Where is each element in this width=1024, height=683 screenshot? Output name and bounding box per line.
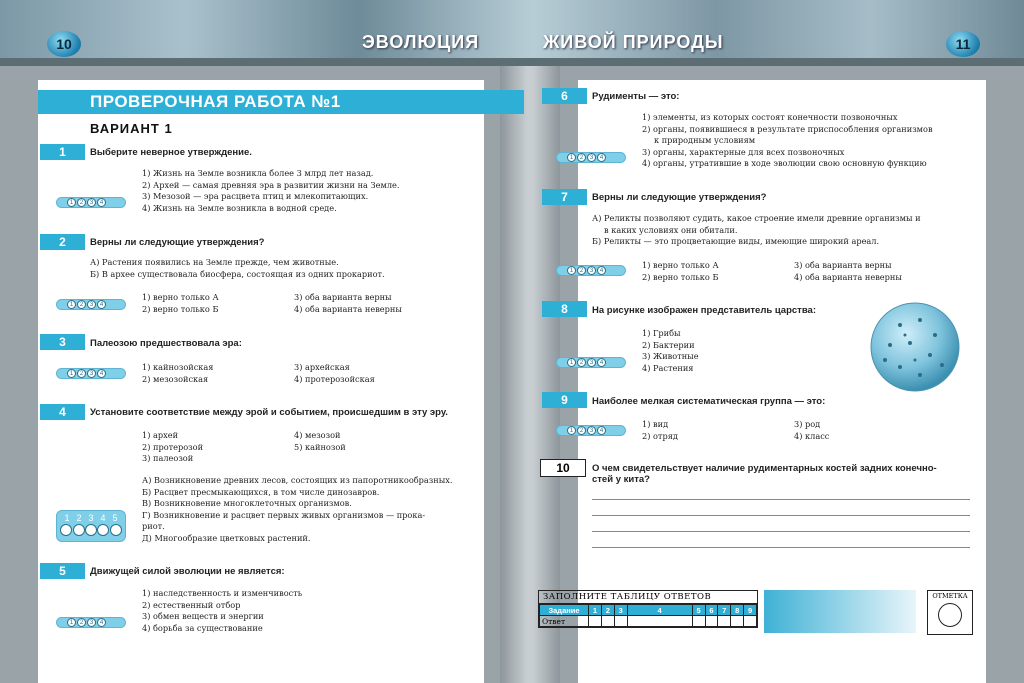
choice-circle[interactable]: 4 [97, 300, 106, 309]
page-number-left: 10 [47, 31, 81, 57]
answer-options [142, 588, 302, 634]
era-item: 3) палеозой [142, 453, 194, 463]
choice-circle[interactable]: 1 [67, 618, 76, 627]
question-number: 1 [40, 144, 85, 160]
answer-line[interactable] [592, 499, 970, 500]
answer-options [142, 168, 399, 214]
table-header: 4 [627, 605, 692, 616]
choice-circle[interactable]: 2 [77, 369, 86, 378]
choice-circle[interactable]: 4 [597, 153, 606, 162]
answer-options [294, 362, 375, 385]
choice-circle[interactable]: 2 [577, 266, 586, 275]
question-text-line: О чем свидетельствует наличие рудиментарных костей задних конечно- [592, 463, 937, 474]
era-item: 2) протерозой [142, 441, 204, 452]
grade-circle[interactable] [938, 603, 962, 627]
events-list [142, 475, 452, 544]
table-header: 1 [589, 605, 602, 616]
header-title-right: ЖИВОЙ ПРИРОДЫ [543, 32, 724, 52]
event-item: В) Возникновение многоклеточных организмов. [142, 498, 352, 508]
test-title: ПРОВЕРОЧНАЯ РАБОТА №1 [38, 90, 524, 114]
table-header: 9 [744, 605, 757, 616]
option: 2) естественный отбор [142, 599, 241, 610]
statements [90, 257, 385, 280]
option: 4) класс [794, 430, 830, 441]
statement: Б) Реликты — это процветающие виды, имеющие широкий ареал. [592, 236, 880, 246]
choice-circle[interactable]: 1 [67, 198, 76, 207]
variant-label: ВАРИАНТ 1 [90, 121, 173, 136]
choice-circle[interactable]: 1 [67, 300, 76, 309]
matching-answer-box[interactable] [56, 510, 126, 542]
choice-circle[interactable]: 2 [77, 300, 86, 309]
left-page [38, 80, 484, 683]
question-number: 4 [40, 404, 85, 420]
choice-circle[interactable]: 1 [567, 153, 576, 162]
question-text: Рудименты — это: [592, 91, 680, 102]
answer-cell[interactable] [589, 616, 602, 627]
answer-circle[interactable] [85, 524, 97, 536]
option: 3) Мезозой — эра расцвета птиц и млекопитающих. [142, 191, 369, 201]
table-header: 7 [718, 605, 731, 616]
option: 3) оба варианта верны [294, 292, 392, 302]
answer-selector[interactable] [556, 265, 626, 276]
box-digit: 2 [76, 513, 82, 523]
option: 2) органы, появившиеся в результате приспособления организмов [642, 123, 933, 134]
statement: А) Растения появились на Земле прежде, чем животные. [90, 257, 339, 267]
option: 1) Грибы [642, 328, 681, 338]
option: 4) протерозойская [294, 373, 375, 384]
option: 2) Архей — самая древняя эра в развитии жизни на Земле. [142, 179, 400, 190]
table-header: 3 [614, 605, 627, 616]
answer-circle[interactable] [110, 524, 122, 536]
grade-label: ОТМЕТКА [932, 592, 968, 600]
answer-circle[interactable] [97, 524, 109, 536]
choice-circle[interactable]: 4 [97, 198, 106, 207]
event-item: риот. [142, 521, 165, 531]
option: 1) кайнозойская [142, 362, 214, 372]
question-text: Выберите неверное утверждение. [90, 147, 252, 158]
choice-circle[interactable]: 1 [567, 358, 576, 367]
page-number-right: 11 [946, 31, 980, 57]
box-digit: 1 [64, 513, 70, 523]
question-number: 2 [40, 234, 85, 250]
era-item: 4) мезозой [294, 430, 341, 440]
answer-table [539, 604, 757, 627]
question-text [592, 463, 937, 485]
answer-options [142, 362, 213, 385]
answer-line[interactable] [592, 531, 970, 532]
answer-cell[interactable] [614, 616, 627, 627]
option: 3) Животные [642, 351, 699, 361]
option: 2) мезозойская [142, 373, 209, 384]
table-header: Задание [540, 605, 589, 616]
answer-options [642, 328, 699, 374]
eras-list [142, 430, 203, 465]
choice-circle[interactable]: 4 [597, 426, 606, 435]
question-number: 6 [542, 88, 587, 104]
header-banner [0, 0, 1024, 66]
option: 3) архейская [294, 362, 350, 372]
option: 4) борьба за существование [142, 622, 263, 633]
option: 4) оба варианта неверны [294, 303, 402, 314]
era-item: 1) архей [142, 430, 179, 440]
header-title-left: ЭВОЛЮЦИЯ [362, 32, 480, 52]
answer-options [294, 292, 402, 315]
option: к природным условиям [654, 135, 756, 145]
answer-cell[interactable] [744, 616, 757, 627]
statement: А) Реликты позволяют судить, какое строение имели древние организмы и [592, 213, 921, 223]
option: 1) Жизнь на Земле возникла более 3 млрд лет назад. [142, 168, 374, 178]
table-row-label: Ответ [540, 616, 589, 627]
choice-circle[interactable]: 2 [77, 618, 86, 627]
answer-table-title: ЗАПОЛНИТЕ ТАБЛИЦУ ОТВЕТОВ [539, 591, 757, 604]
question-number: 5 [40, 563, 85, 579]
answer-cell[interactable] [705, 616, 718, 627]
answer-options [142, 292, 219, 315]
statement: в каких условиях они обитали. [604, 224, 738, 235]
option: 4) оба варианта неверны [794, 271, 902, 282]
answer-selector[interactable] [56, 617, 126, 628]
event-item: А) Возникновение древних лесов, состоящих из папоротникообразных. [142, 475, 453, 485]
option: 1) наследственность и изменчивость [142, 588, 303, 598]
choice-circle[interactable]: 1 [67, 369, 76, 378]
statements [592, 213, 921, 248]
answer-options [642, 419, 678, 442]
choice-circle[interactable]: 2 [577, 426, 586, 435]
answer-selector[interactable] [56, 368, 126, 379]
question-text: Палеозою предшествовала эра: [90, 338, 242, 349]
option: 1) вид [642, 419, 669, 429]
option: 3) оба варианта верны [794, 260, 892, 270]
question-number: 3 [40, 334, 85, 350]
choice-circle[interactable]: 3 [587, 426, 596, 435]
choice-circle[interactable]: 3 [87, 300, 96, 309]
choice-circle[interactable]: 4 [97, 369, 106, 378]
question-number: 7 [542, 189, 587, 205]
table-header: 8 [731, 605, 744, 616]
table-header: 6 [705, 605, 718, 616]
answer-cell[interactable] [692, 616, 705, 627]
option: 4) Растения [642, 362, 694, 373]
choice-circle[interactable]: 1 [567, 266, 576, 275]
box-digit: 5 [112, 513, 118, 523]
choice-circle[interactable]: 2 [577, 153, 586, 162]
question-text: Наиболее мелкая систематическая группа — это: [592, 396, 826, 407]
question-text: Верны ли следующие утверждения? [90, 237, 265, 248]
right-page [542, 80, 986, 683]
answer-selector[interactable] [556, 425, 626, 436]
answer-cell[interactable] [731, 616, 744, 627]
answer-selector[interactable] [56, 197, 126, 208]
eras-list [294, 430, 346, 453]
option: 1) верно только А [642, 260, 719, 270]
table-header: 2 [601, 605, 614, 616]
answer-line[interactable] [592, 547, 970, 548]
question-number: 8 [542, 301, 587, 317]
option: 4) Жизнь на Земле возникла в водной среде. [142, 202, 337, 213]
organism-illustration [860, 295, 970, 395]
question-text-line: стей у кита? [592, 474, 650, 485]
answer-selector[interactable] [556, 152, 626, 163]
answer-options [794, 419, 829, 442]
question-text: На рисунке изображен представитель царства: [592, 305, 816, 316]
answer-cell[interactable] [601, 616, 614, 627]
answer-selector[interactable] [56, 299, 126, 310]
option: 2) верно только Б [142, 303, 219, 314]
answer-cell[interactable] [718, 616, 731, 627]
table-header: 5 [692, 605, 705, 616]
option: 3) обмен веществ и энергии [142, 611, 264, 621]
question-number: 10 [540, 459, 586, 477]
question-text: Установите соответствие между эрой и событием, происшедшим в эту эру. [90, 407, 448, 418]
option: 1) верно только А [142, 292, 219, 302]
option: 3) род [794, 419, 821, 429]
option: 1) элементы, из которых состоят конечности позвоночных [642, 112, 898, 122]
answer-options [642, 260, 719, 283]
option: 3) органы, характерные для всех позвоночных [642, 146, 845, 157]
option: 2) Бактерии [642, 339, 695, 350]
event-item: Г) Возникновение и расцвет первых живых организмов — прока- [142, 509, 426, 520]
question-text: Верны ли следующие утверждения? [592, 192, 767, 203]
answer-circle[interactable] [60, 524, 72, 536]
era-item: 5) кайнозой [294, 441, 346, 452]
event-item: Д) Многообразие цветковых растений. [142, 532, 311, 543]
option: 2) отряд [642, 430, 678, 441]
box-digit: 4 [100, 513, 106, 523]
option: 2) верно только Б [642, 271, 719, 282]
choice-circle[interactable]: 1 [567, 426, 576, 435]
question-number: 9 [542, 392, 587, 408]
event-item: Б) Расцвет пресмыкающихся, в том числе динозавров. [142, 486, 380, 497]
choice-circle[interactable]: 3 [587, 153, 596, 162]
choice-circle[interactable]: 3 [587, 266, 596, 275]
question-text: Движущей силой эволюции не является: [90, 566, 285, 577]
gradient-strip [764, 590, 916, 633]
choice-circle[interactable]: 3 [587, 358, 596, 367]
choice-circle[interactable]: 3 [87, 198, 96, 207]
choice-circle[interactable]: 2 [77, 198, 86, 207]
choice-circle[interactable]: 4 [597, 358, 606, 367]
grade-box[interactable] [927, 590, 973, 635]
choice-circle[interactable]: 4 [597, 266, 606, 275]
answer-circle[interactable] [73, 524, 85, 536]
answer-selector[interactable] [556, 357, 626, 368]
option: 4) органы, утратившие в ходе эволюции свою основную функцию [642, 158, 927, 168]
statement: Б) В архее существовала биосфера, состоящая из одних прокариот. [90, 268, 385, 279]
choice-circle[interactable]: 2 [577, 358, 586, 367]
answer-table-block [538, 590, 758, 628]
answer-options [794, 260, 902, 283]
answer-cell[interactable] [627, 616, 692, 627]
box-digit: 3 [88, 513, 94, 523]
choice-circle[interactable]: 3 [87, 369, 96, 378]
choice-circle[interactable]: 3 [87, 618, 96, 627]
answer-line[interactable] [592, 515, 970, 516]
choice-circle[interactable]: 4 [97, 618, 106, 627]
answer-options [642, 112, 933, 170]
